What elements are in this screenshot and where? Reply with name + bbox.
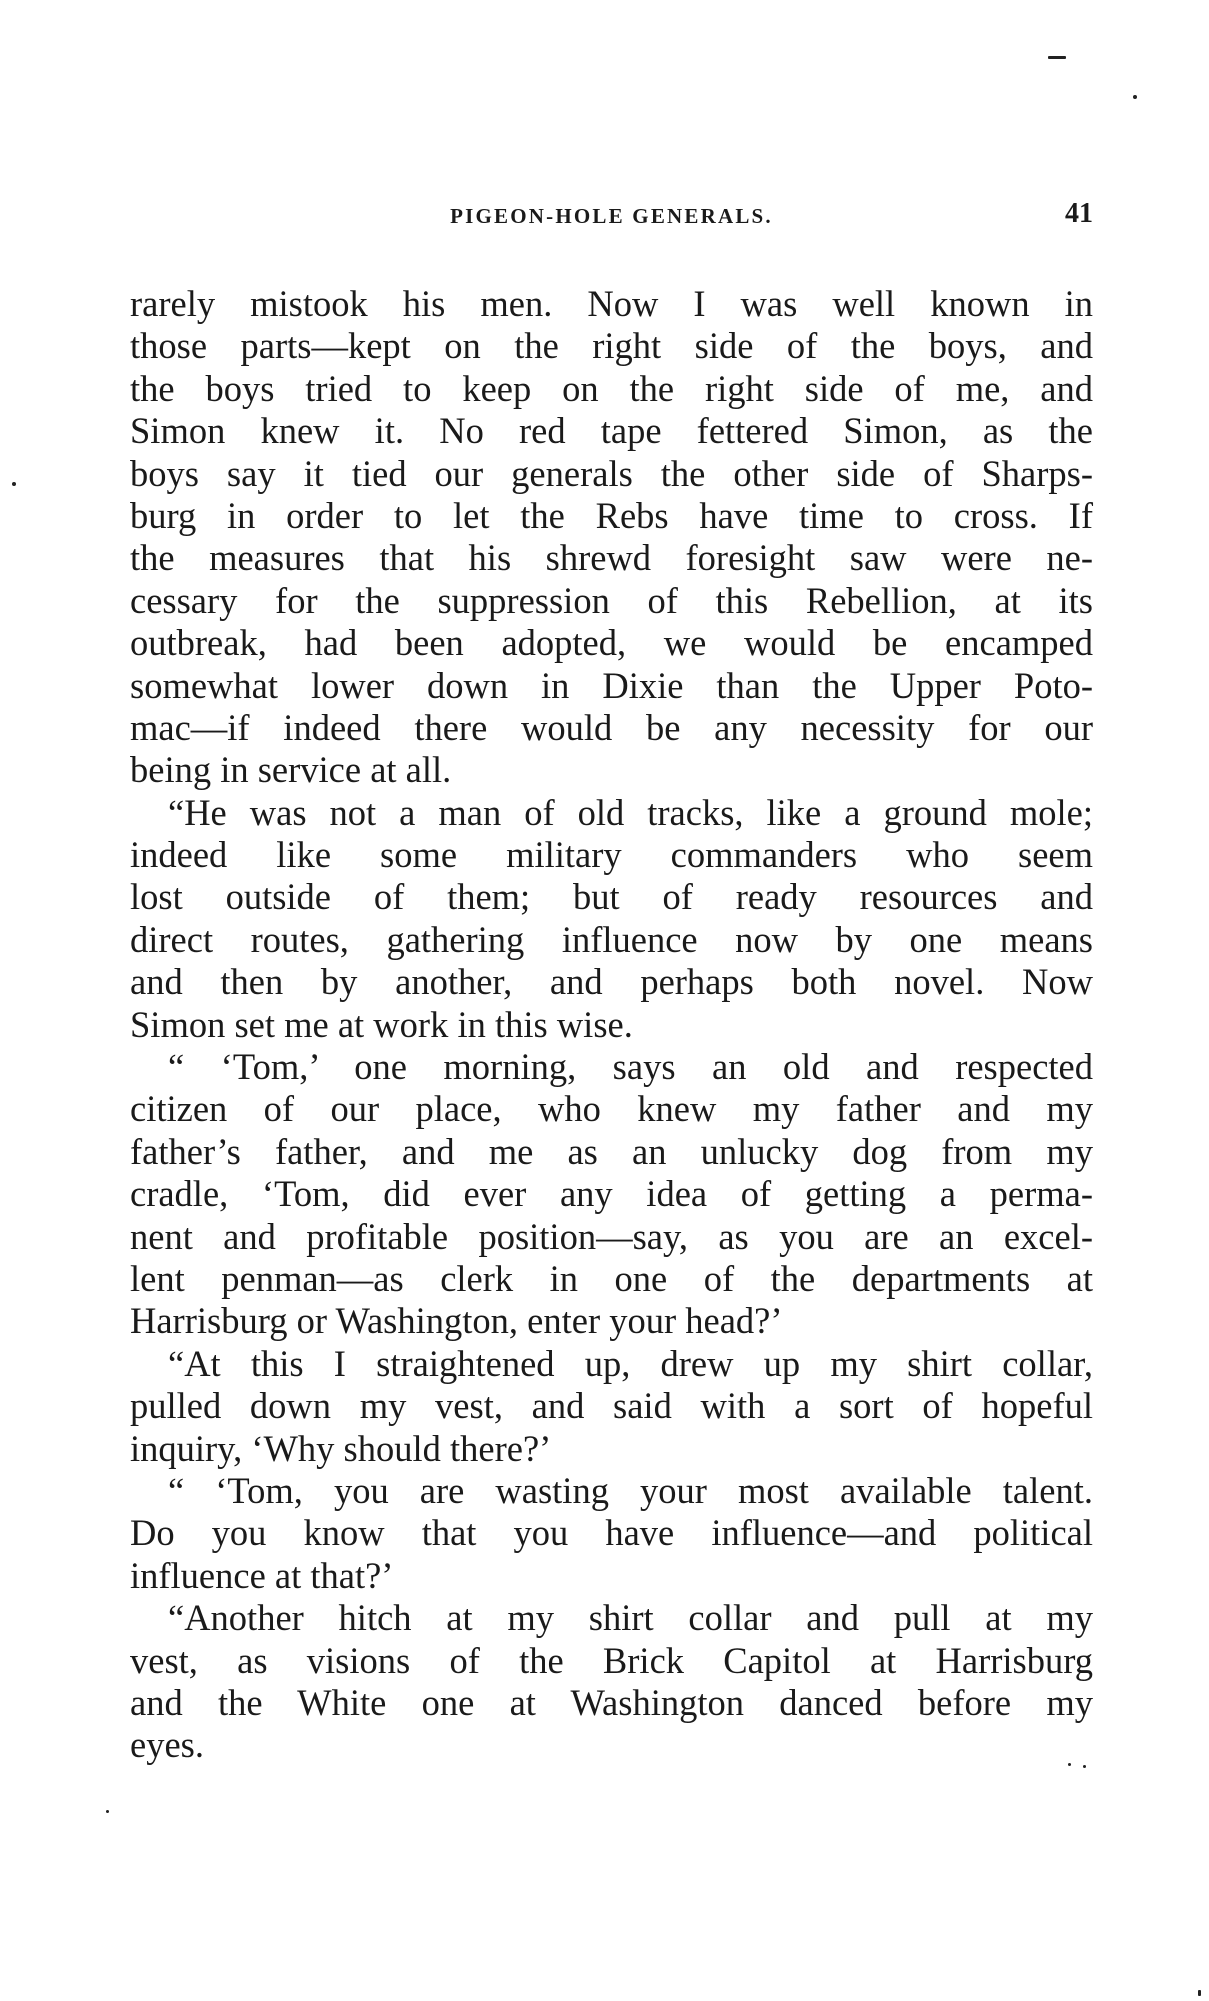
text-line: cradle, ‘Tom, did ever any idea of getting a perma-	[130, 1173, 1093, 1215]
running-title: PIGEON-HOLE GENERALS.	[450, 204, 773, 228]
text-line: being in service at all.	[130, 749, 452, 791]
text-line: the measures that his shrewd foresight saw were ne-	[130, 537, 1093, 579]
text-line: nent and profitable position—say, as you are an excel-	[130, 1215, 1093, 1257]
text-line: citizen of our place, who knew my father and my	[130, 1088, 1093, 1130]
scan-speck	[1048, 56, 1066, 59]
scan-speck	[1198, 1990, 1201, 1996]
text-line: inquiry, ‘Why should there?’	[130, 1427, 552, 1469]
page-number: 41	[1065, 198, 1093, 229]
text-line: lost outside of them; but of ready resources and	[130, 876, 1093, 918]
text-line: “Another hitch at my shirt collar and pull at my	[168, 1597, 1093, 1639]
text-line: Do you know that you have influence—and political	[130, 1512, 1093, 1554]
text-line: “ ‘Tom, you are wasting your most available talent.	[168, 1469, 1093, 1511]
text-line: indeed like some military commanders who seem	[130, 834, 1093, 876]
text-line: those parts—kept on the right side of the boys, and	[130, 325, 1093, 367]
text-line: lent penman—as clerk in one of the departments at	[130, 1257, 1093, 1299]
text-line: boys say it tied our generals the other side of Sharps-	[130, 452, 1093, 494]
text-line: somewhat lower down in Dixie than the Upper Poto-	[130, 664, 1093, 706]
text-line: and then by another, and perhaps both novel. Now	[130, 961, 1093, 1003]
scan-speck	[106, 1810, 109, 1813]
text-line: Simon set me at work in this wise.	[130, 1003, 633, 1045]
scan-speck	[1068, 1763, 1071, 1766]
body-text	[130, 283, 1093, 1767]
text-line: Harrisburg or Washington, enter your head?’	[130, 1300, 783, 1342]
scan-speck	[1083, 1765, 1086, 1768]
text-line: eyes.	[130, 1724, 204, 1766]
text-line: and the White one at Washington danced before my	[130, 1681, 1093, 1723]
running-head	[130, 198, 1093, 238]
text-line: father’s father, and me as an unlucky dog from my	[130, 1130, 1093, 1172]
text-line: “He was not a man of old tracks, like a ground mole;	[168, 791, 1093, 833]
text-line: Simon knew it. No red tape fettered Simon, as the	[130, 410, 1093, 452]
text-line: influence at that?’	[130, 1554, 394, 1596]
scan-speck	[1133, 95, 1137, 99]
text-line: the boys tried to keep on the right side of me, and	[130, 367, 1093, 409]
text-line: pulled down my vest, and said with a sort of hopeful	[130, 1385, 1093, 1427]
scan-speck	[12, 482, 16, 486]
text-line: “At this I straightened up, drew up my shirt collar,	[168, 1342, 1093, 1384]
text-line: cessary for the suppression of this Rebellion, at its	[130, 579, 1093, 621]
text-line: direct routes, gathering influence now by one means	[130, 918, 1093, 960]
text-line: burg in order to let the Rebs have time to cross. If	[130, 494, 1093, 536]
text-line: rarely mistook his men. Now I was well known in	[130, 283, 1093, 324]
text-line: vest, as visions of the Brick Capitol at Harrisburg	[130, 1639, 1093, 1681]
text-line: “ ‘Tom,’ one morning, says an old and respected	[168, 1046, 1093, 1088]
text-line: mac—if indeed there would be any necessity for our	[130, 706, 1093, 748]
text-line: outbreak, had been adopted, we would be encamped	[130, 622, 1093, 664]
